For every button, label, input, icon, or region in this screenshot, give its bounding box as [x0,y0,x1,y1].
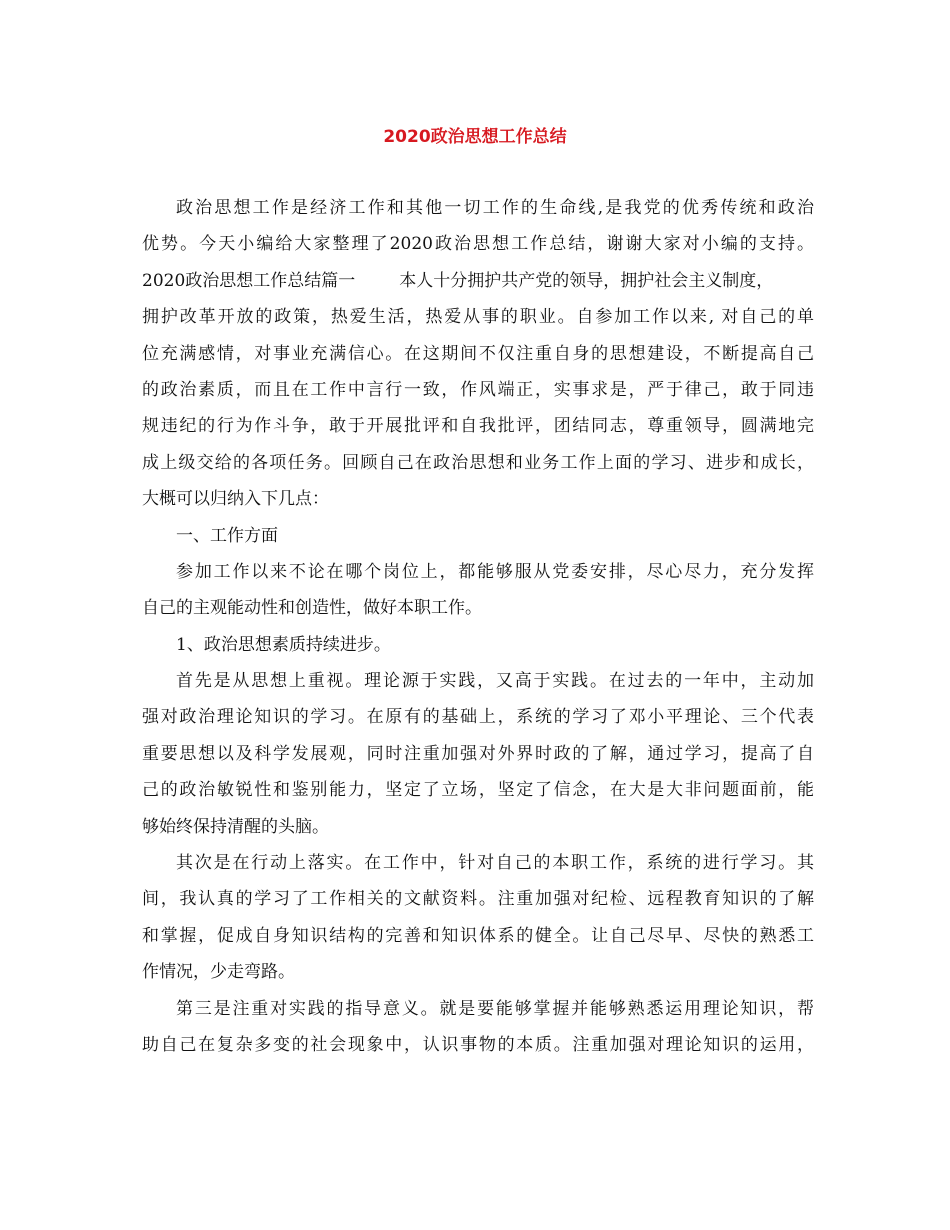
text-line: 大概可以归纳入下几点： [142,489,329,510]
text-line [142,263,814,299]
text-line: 和掌握，促成自身知识结构的完善和知识体系的健全。让自己尽早、尽快的熟悉工 [142,925,814,946]
text-line: 己的政治敏锐性和鉴别能力，坚定了立场，坚定了信念，在大是大非问题面前，能 [142,780,814,801]
text-line: 成上级交给的各项任务。回顾自己在政治思想和业务工作上面的学习、进步和成长， [142,452,814,473]
section-heading: 一、工作方面 [176,525,278,546]
text-span: 本人十分拥护共产党的领导，拥护社会主义制度， [399,270,774,291]
document-title: 2020政治思想工作总结 [383,127,567,147]
text-line: 自己的主观能动性和创造性，做好本职工作。 [142,598,482,619]
text-line: 间，我认真的学习了工作相关的文献资料。注重加强对纪检、远程教育知识的了解 [142,889,814,910]
text-line: 重要思想以及科学发展观，同时注重加强对外界时政的了解，通过学习，提高了自 [142,743,814,764]
text-line: 参加工作以来不论在哪个岗位上，都能够服从党委安排，尽心尽力，充分发挥 [176,561,814,582]
text-line: 第三是注重对实践的指导意义。就是要能够掌握并能够熟悉运用理论知识，帮 [176,998,814,1019]
text-line: 规违纪的行为作斗争，敢于开展批评和自我批评，团结同志，尊重领导，圆满地完 [142,416,814,437]
section-heading-inline: 2020政治思想工作总结篇一 [142,270,356,291]
text-line: 的政治素质，而且在工作中言行一致，作风端正，实事求是，严于律己，敢于同违 [142,379,814,400]
text-line: 拥护改革开放的政策，热爱生活，热爱从事的职业。自参加工作以来, 对自己的单 [142,307,814,328]
document-body [142,190,814,1063]
text-line: 作情况，少走弯路。 [142,962,295,983]
text-line: 助自己在复杂多变的社会现象中，认识事物的本质。注重加强对理论知识的运用， [142,1034,814,1055]
text-line: 够始终保持清醒的头脑。 [142,816,329,837]
text-line: 强对政治理论知识的学习。在原有的基础上，系统的学习了邓小平理论、三个代表 [142,707,814,728]
text-line: 政治思想工作是经济工作和其他一切工作的生命线,是我党的优秀传统和政治 [176,198,814,218]
text-line: 其次是在行动上落实。在工作中，针对自己的本职工作，系统的进行学习。其 [176,853,814,874]
text-line: 位充满感情，对事业充满信心。在这期间不仅注重自身的思想建设，不断提高自己 [142,343,814,364]
text-line: 优势。今天小编给大家整理了2020政治思想工作总结，谢谢大家对小编的支持。 [142,234,814,255]
subsection-heading: 1、政治思想素质持续进步。 [176,634,391,655]
text-line: 首先是从思想上重视。理论源于实践，又高于实践。在过去的一年中，主动加 [176,671,814,692]
